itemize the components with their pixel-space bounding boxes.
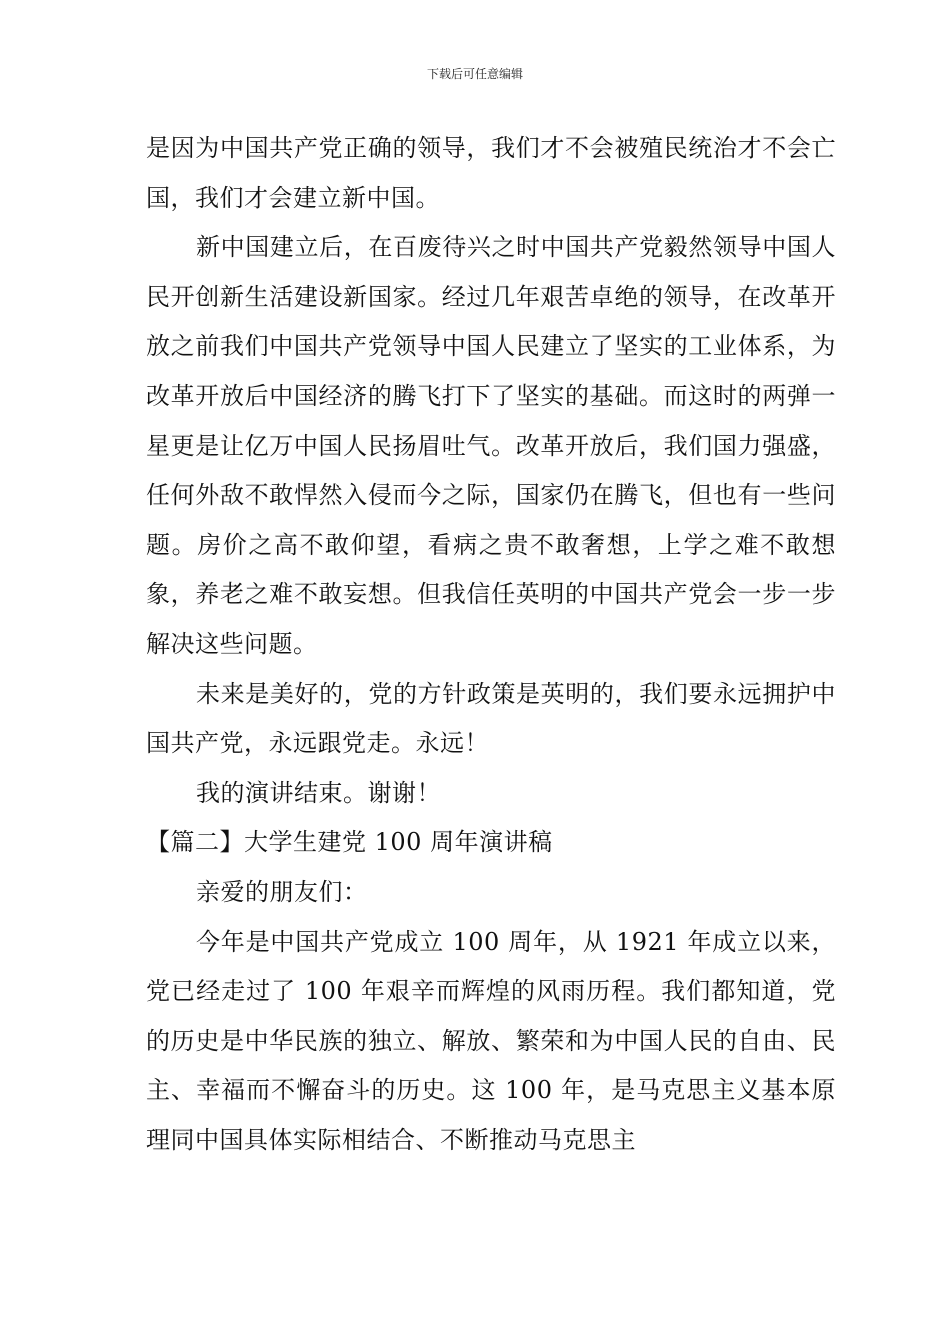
section-heading: 【篇二】大学生建党 100 周年演讲稿 <box>146 828 553 857</box>
document-body <box>146 124 836 1165</box>
paragraph-anniversary: 今年是中国共产党成立 100 周年，从 1921 年成立以来，党已经走过了 100 年艰辛而辉煌的风雨历程。我们都知道，党的历史是中华民族的独立、解放、繁荣和为中国人民的自由、民主、幸福而不懈奋斗的历史。这 100 年，是马克思主义基本原理同中国具体实际相结合、不断推动马克思主 <box>146 927 836 1154</box>
paragraph-future: 未来是美好的，党的方针政策是英明的，我们要永远拥护中国共产党，永远跟党走。永远！ <box>146 679 836 758</box>
paragraph-salutation: 亲爱的朋友们： <box>196 877 368 906</box>
paragraph-continuation: 是因为中国共产党正确的领导，我们才不会被殖民统治才不会亡国，我们才会建立新中国。 <box>146 134 836 212</box>
page-header: 下载后可任意编辑 <box>426 67 523 81</box>
paragraph-closing: 我的演讲结束。谢谢！ <box>196 778 441 807</box>
paragraph-new-china: 新中国建立后，在百废待兴之时中国共产党毅然领导中国人民开创新生活建设新国家。经过几年艰苦卓绝的领导，在改革开放之前我们中国共产党领导中国人民建立了坚实的工业体系，为改革开放后中国经济的腾飞打下了坚实的基础。而这时的两弹一星更是让亿万中国人民扬眉吐气。改革开放后，我们国力强盛，任何外敌不敢悍然入侵而今之际，国家仍在腾飞，但也有一些问题。房价之高不敢仰望，看病之贵不敢奢想，上学之难不敢想象，养老之难不敢妄想。但我信任英明的中国共产党会一步一步解决这些问题。 <box>146 233 836 658</box>
